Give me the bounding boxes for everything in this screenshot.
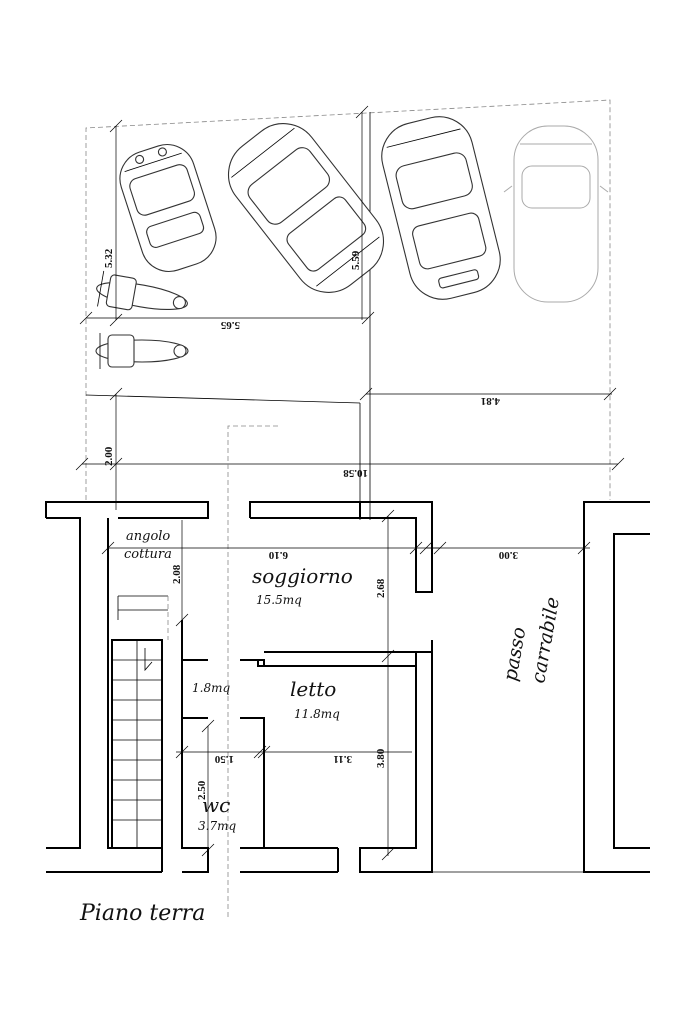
dim-2.08: 2.08	[171, 564, 183, 584]
room-label-letto: letto	[290, 677, 337, 701]
car-1	[113, 137, 224, 278]
dim-5.65: 5.65	[220, 319, 240, 331]
dim-6.10: 6.10	[268, 549, 288, 561]
dim-2.00: 2.00	[103, 446, 115, 466]
dim-3.80: 3.80	[375, 748, 387, 768]
dim-3.00: 3.00	[498, 549, 518, 561]
dim-5.59: 5.59	[350, 250, 362, 270]
stairs	[112, 640, 162, 848]
room-label-carrabile: carrabile	[527, 595, 565, 685]
dim-3.11: 3.11	[333, 753, 352, 765]
dim-5.32: 5.32	[103, 248, 115, 268]
room-area-wc: 3.7mq	[198, 819, 237, 833]
motorcycle-1	[94, 270, 191, 321]
motorcycle-2	[96, 333, 188, 369]
dim-2.50: 2.50	[196, 780, 208, 800]
dim-2.68: 2.68	[375, 578, 387, 598]
room-label-angolo: angolo	[126, 529, 171, 544]
car-2	[214, 109, 398, 307]
dim-4.81: 4.81	[480, 395, 500, 407]
room-label-cottura: cottura	[124, 547, 172, 562]
room-area-soggiorno: 15.5mq	[256, 593, 302, 607]
car-3	[375, 110, 508, 307]
car-4	[504, 126, 608, 302]
plan-title: Piano terra	[80, 901, 206, 926]
room-label-soggiorno: soggiorno	[252, 564, 353, 588]
room-area-letto: 11.8mq	[294, 707, 340, 721]
dim-1.50: 1.50	[214, 753, 234, 765]
room-label-passo: passo	[499, 625, 531, 683]
room-label-wc: wc	[202, 793, 231, 817]
dim-10.58: 10.58	[343, 467, 368, 479]
interior-dimensions	[102, 510, 590, 860]
room-area-disimpegno: 1.8mq	[192, 681, 231, 695]
